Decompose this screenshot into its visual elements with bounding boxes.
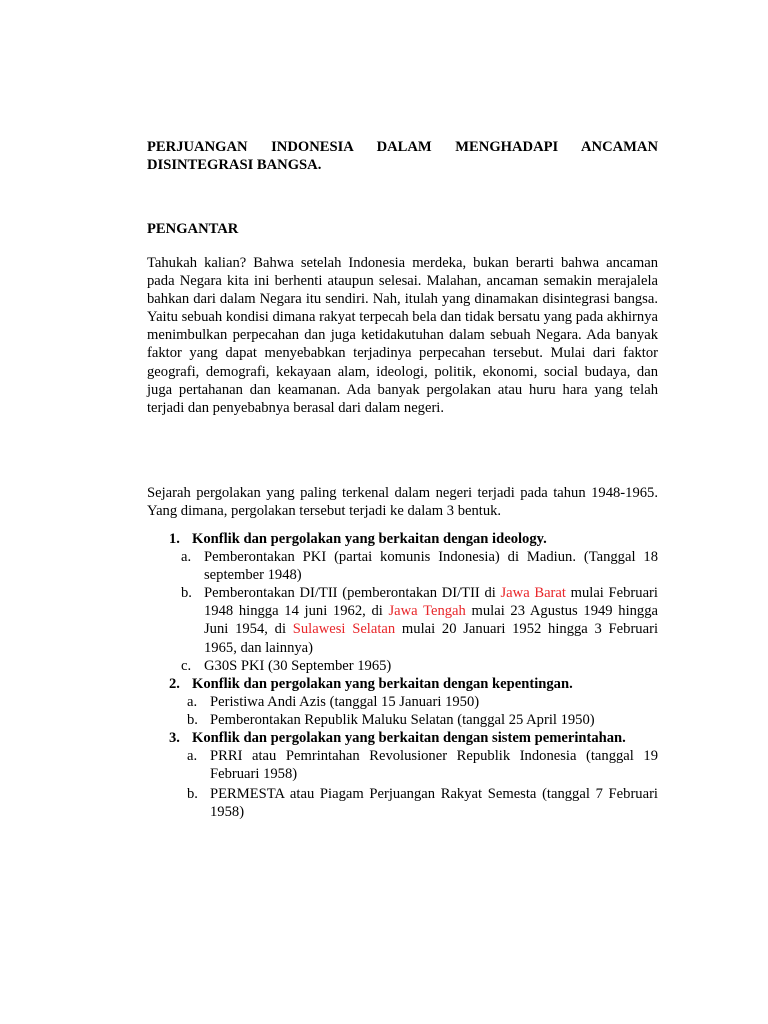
item-text: PERMESTA atau Piagam Perjuangan Rakyat Semesta (tanggal 7 Februari 1958) <box>210 786 658 821</box>
title-line-2: DISINTEGRASI BANGSA. <box>147 157 322 174</box>
history-paragraph: Sejarah pergolakan yang paling terkenal dalam negeri terjadi pada tahun 1948-1965. Yang dimana, pergolakan tersebut terjadi ke dalam 3 bentuk. <box>147 485 658 520</box>
item-letter: a. <box>187 748 198 765</box>
item-text: G30S PKI (30 September 1965) <box>204 657 392 674</box>
group-number: 3. <box>169 730 180 747</box>
item-letter: b. <box>187 786 198 803</box>
group-items <box>187 693 658 729</box>
group-number: 2. <box>169 675 180 692</box>
item-text-part: Pemberontakan DI/TII (pemberontakan DI/TII di <box>204 585 501 602</box>
list-item <box>187 785 658 821</box>
item-text: Pemberontakan PKI (partai komunis Indonesia) di Madiun. (Tanggal 18 september 1948) <box>204 549 658 584</box>
group-items <box>181 548 659 675</box>
document-page <box>147 138 659 821</box>
document-title <box>147 138 658 174</box>
list-item <box>181 548 658 584</box>
group-items <box>187 747 658 821</box>
item-text: Pemberontakan Republik Maluku Selatan (tanggal 25 April 1950) <box>210 711 595 728</box>
list-item <box>187 693 658 711</box>
list-item <box>187 711 658 729</box>
item-text-part: mulai 20 Januari 1952 hingga 3 Februari 1965, dan lainnya) <box>204 621 659 656</box>
group-title: Konflik dan pergolakan yang berkaitan dengan ideology. <box>192 531 547 547</box>
item-text: PRRI atau Pemrintahan Revolusioner Republik Indonesia (tanggal 19 Februari 1958) <box>210 748 658 783</box>
conflict-groups-list <box>147 530 658 822</box>
item-letter: b. <box>187 711 198 728</box>
conflict-group-interests <box>147 675 658 729</box>
list-item <box>187 747 658 783</box>
region-highlight-sulawesi-selatan: Sulawesi Selatan <box>292 621 396 638</box>
region-highlight-jawa-tengah: Jawa Tengah <box>388 603 466 620</box>
list-item <box>181 657 658 675</box>
conflict-group-government-system <box>147 729 658 821</box>
intro-paragraph: Tahukah kalian? Bahwa setelah Indonesia merdeka, bukan berarti bahwa ancaman pada Negara kita ini berhenti ataupun selesai. Malahan, ancaman semakin merajalela bahkan dari dalam Negara itu sendiri. Nah, itulah yang dinamakan disintegrasi bangsa. Yaitu sebuah kondisi dimana rakyat terpecah bela dan tidak bersatu yang pada akhirnya menimbulkan perpecahan dan juga ketidakutuhan dalam sebuah Negara. Ada banyak faktor yang dapat menyebabkan terjadinya perpecahan tersebut. Mulai dari faktor geografi, demografi, kekayaan alam, ideologi, politik, ekonomi, social budaya, dan juga pertahanan dan keamanan. Ada banyak pergolakan atau huru hara yang telah terjadi dan penyebabnya berasal dari dalam negeri. <box>147 255 658 416</box>
region-highlight-jawa-barat: Jawa Barat <box>500 585 566 602</box>
item-text-part: mulai 23 Agustus 1949 hingga Juni 1954, di <box>204 603 658 638</box>
section-heading-pengantar: PENGANTAR <box>147 221 239 237</box>
item-text: Peristiwa Andi Azis (tanggal 15 Januari 1950) <box>210 693 480 710</box>
conflict-group-ideology <box>147 530 658 675</box>
item-letter: a. <box>181 549 192 566</box>
list-item <box>181 584 659 656</box>
item-letter: b. <box>181 585 192 602</box>
title-line-1: PERJUANGAN INDONESIA DALAM MENGHADAPI ANCAMAN <box>147 139 658 155</box>
item-text-part: mulai Februari 1948 hingga 14 juni 1962, di <box>204 585 658 620</box>
item-letter: a. <box>187 693 198 710</box>
group-title: Konflik dan pergolakan yang berkaitan dengan sistem pemerintahan. <box>192 730 626 747</box>
group-number: 1. <box>169 531 180 547</box>
group-title: Konflik dan pergolakan yang berkaitan dengan kepentingan. <box>192 675 573 692</box>
item-letter: c. <box>181 657 192 674</box>
